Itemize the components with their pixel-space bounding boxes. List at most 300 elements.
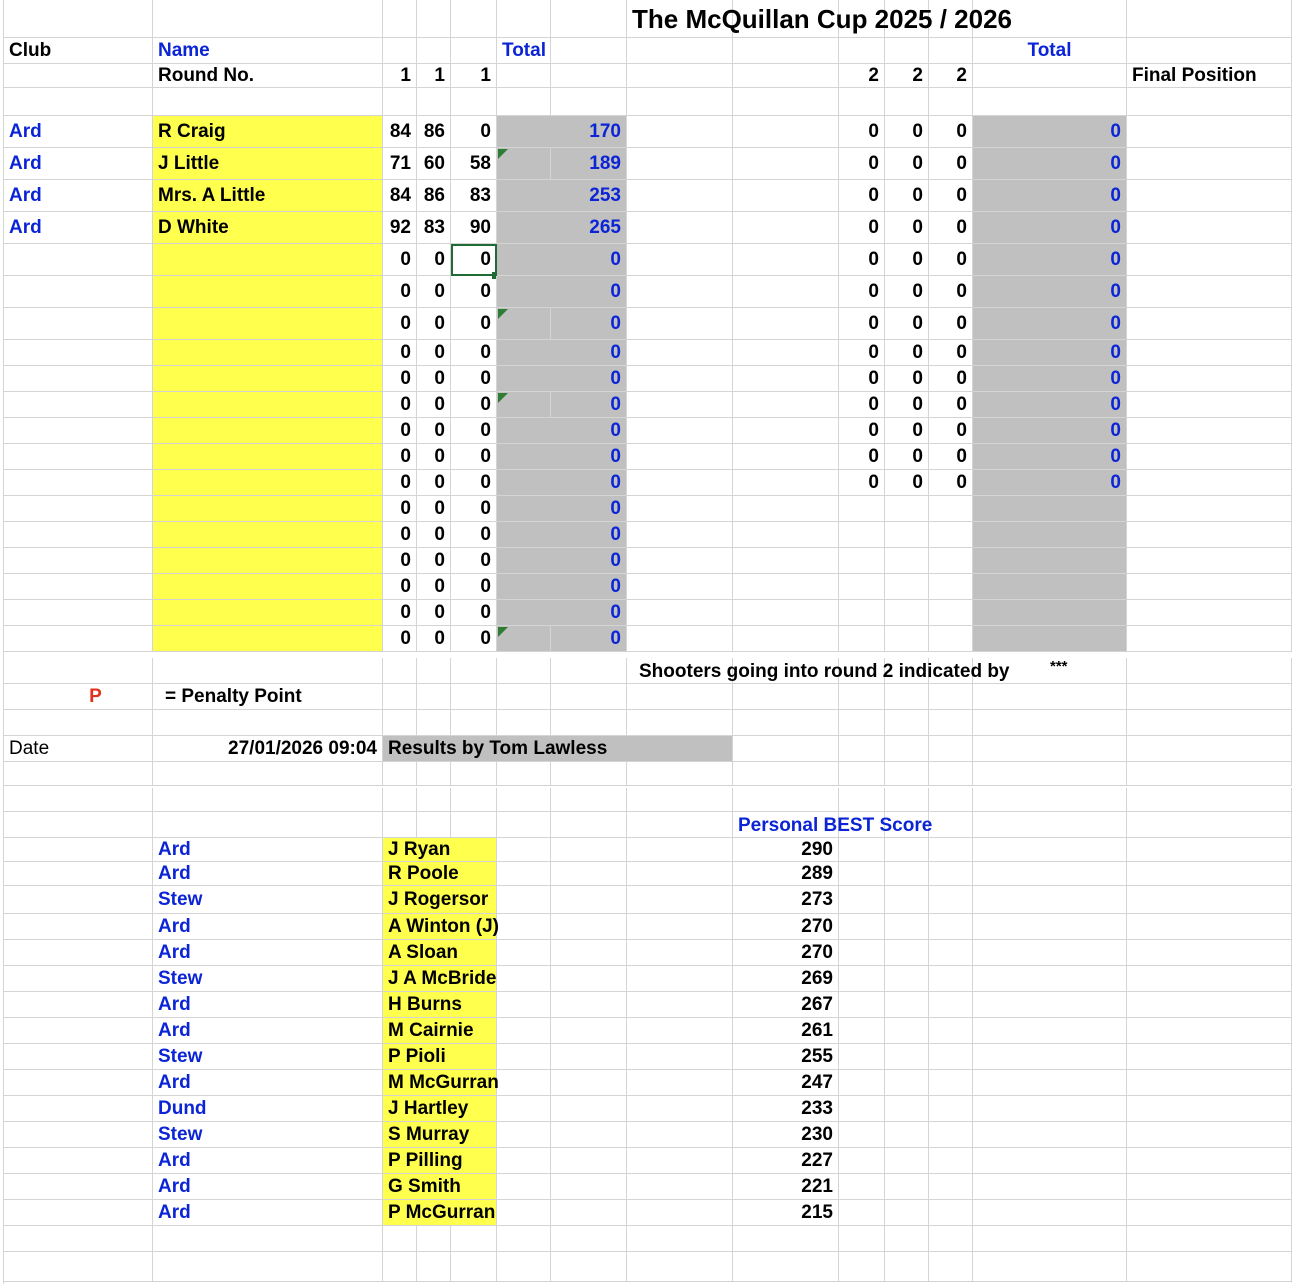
round1-score-cell[interactable]: 0 [451,418,497,444]
round2-score-cell[interactable]: 0 [885,392,929,418]
round1-score-cell[interactable]: 0 [451,522,497,548]
name-cell[interactable]: D White [153,212,383,244]
empty-cell[interactable] [929,862,973,886]
empty-cell[interactable] [627,862,733,886]
round1-score-cell[interactable]: 0 [383,522,417,548]
penalty-symbol[interactable]: P [4,684,153,710]
empty-cell[interactable] [4,1226,153,1252]
final-position-cell[interactable] [1127,366,1292,392]
total1-cell[interactable]: 0 [551,496,627,522]
empty-cell[interactable] [417,762,451,786]
empty-cell[interactable] [497,862,551,886]
round1-score-cell[interactable]: 84 [383,116,417,148]
total1-cell[interactable]: 0 [551,470,627,496]
empty-cell[interactable] [973,812,1127,838]
empty-cell[interactable] [1127,940,1292,966]
empty-cell[interactable] [929,992,973,1018]
empty-cell[interactable] [1127,1122,1292,1148]
round1-score-cell[interactable]: 0 [383,600,417,626]
round1-score-cell[interactable]: 0 [417,574,451,600]
empty-cell[interactable] [497,1070,551,1096]
round1-score-cell[interactable]: 0 [383,548,417,574]
empty-cell[interactable] [839,736,885,762]
pb-score-cell[interactable]: 261 [733,1018,839,1044]
empty-cell[interactable] [551,838,627,862]
empty-cell[interactable] [451,788,497,812]
empty-cell[interactable] [929,1252,973,1282]
empty-cell[interactable] [885,940,929,966]
empty-cell[interactable] [417,0,451,38]
total2-cell[interactable] [973,626,1127,652]
empty-cell[interactable] [733,496,839,522]
empty-cell[interactable] [497,1174,551,1200]
total1-cell[interactable]: 0 [551,392,627,418]
empty-cell[interactable] [929,762,973,786]
empty-cell[interactable] [733,366,839,392]
empty-cell[interactable] [885,88,929,116]
empty-cell[interactable] [929,1096,973,1122]
empty-cell[interactable] [4,1200,153,1226]
round2-score-cell[interactable]: 0 [885,470,929,496]
empty-cell[interactable] [839,1252,885,1282]
empty-cell[interactable] [973,1148,1127,1174]
empty-cell[interactable] [929,1044,973,1070]
empty-cell[interactable] [627,1226,733,1252]
club-cell[interactable] [4,626,153,652]
club-cell[interactable]: Ard [4,180,153,212]
final-position-cell[interactable] [1127,340,1292,366]
empty-cell[interactable] [733,574,839,600]
pb-score-cell[interactable]: 273 [733,886,839,914]
total2-cell[interactable]: 0 [973,244,1127,276]
empty-cell[interactable] [4,710,153,736]
empty-cell[interactable] [885,1200,929,1226]
empty-cell[interactable] [627,212,733,244]
empty-cell[interactable] [733,244,839,276]
empty-cell[interactable] [973,788,1127,812]
empty-cell[interactable] [885,1174,929,1200]
empty-cell[interactable] [417,710,451,736]
empty-cell[interactable] [4,992,153,1018]
name-cell[interactable] [153,244,383,276]
empty-cell[interactable] [1127,838,1292,862]
total2-cell[interactable]: 0 [973,276,1127,308]
empty-cell[interactable] [839,1096,885,1122]
round2-score-cell[interactable]: 0 [929,470,973,496]
round2-score-cell[interactable] [929,574,973,600]
empty-cell[interactable] [973,684,1127,710]
empty-cell[interactable] [4,1044,153,1070]
empty-cell[interactable] [1127,684,1292,710]
empty-cell[interactable] [417,1252,451,1282]
comment-marker[interactable] [497,308,551,340]
empty-cell[interactable] [497,762,551,786]
empty-cell[interactable] [1127,1070,1292,1096]
empty-cell[interactable] [4,64,153,88]
empty-cell[interactable] [929,940,973,966]
empty-cell[interactable] [497,64,551,88]
empty-cell[interactable] [929,1018,973,1044]
round2-score-cell[interactable]: 0 [885,212,929,244]
empty-cell[interactable] [839,788,885,812]
empty-cell[interactable] [627,496,733,522]
round2-score-cell[interactable]: 0 [885,444,929,470]
empty-cell[interactable] [4,966,153,992]
gap-cell[interactable] [497,496,551,522]
empty-cell[interactable] [4,886,153,914]
empty-cell[interactable] [733,788,839,812]
round1-score-cell[interactable]: 0 [417,522,451,548]
pb-score-cell[interactable]: 233 [733,1096,839,1122]
round2-score-cell[interactable] [839,574,885,600]
empty-cell[interactable] [383,812,417,838]
empty-cell[interactable] [929,966,973,992]
empty-cell[interactable] [733,1252,839,1282]
empty-cell[interactable] [973,1122,1127,1148]
empty-cell[interactable] [733,308,839,340]
empty-cell[interactable] [929,684,973,710]
pb-club-cell[interactable]: Stew [153,1044,383,1070]
round1-score-cell[interactable]: 0 [451,392,497,418]
total1-cell[interactable]: 0 [551,308,627,340]
empty-cell[interactable] [627,392,733,418]
pb-name-cell[interactable]: J Ryan [383,838,497,862]
total1-cell[interactable]: 170 [551,116,627,148]
empty-cell[interactable] [4,788,153,812]
empty-cell[interactable] [839,886,885,914]
empty-cell[interactable] [839,1200,885,1226]
empty-cell[interactable] [551,1200,627,1226]
empty-cell[interactable] [885,1252,929,1282]
empty-cell[interactable] [4,1070,153,1096]
empty-cell[interactable] [627,1096,733,1122]
total2-cell[interactable]: 0 [973,308,1127,340]
pb-score-cell[interactable]: 267 [733,992,839,1018]
empty-cell[interactable] [885,862,929,886]
empty-cell[interactable] [1127,812,1292,838]
total2-cell[interactable]: 0 [973,392,1127,418]
round2-score-cell[interactable]: 0 [839,340,885,366]
header-round-no[interactable]: Round No. [153,64,383,88]
club-cell[interactable]: Ard [4,148,153,180]
round2-score-cell[interactable]: 0 [885,244,929,276]
empty-cell[interactable] [627,1044,733,1070]
empty-cell[interactable] [627,64,733,88]
empty-cell[interactable] [973,88,1127,116]
empty-cell[interactable] [973,762,1127,786]
empty-cell[interactable] [551,64,627,88]
round1-score-cell[interactable]: 60 [417,148,451,180]
name-cell[interactable] [153,496,383,522]
pb-club-cell[interactable]: Stew [153,886,383,914]
round2-score-cell[interactable]: 0 [885,276,929,308]
empty-cell[interactable] [383,710,417,736]
total2-cell[interactable]: 0 [973,180,1127,212]
comment-marker[interactable] [497,392,551,418]
round1-score-cell[interactable]: 0 [383,392,417,418]
empty-cell[interactable] [885,710,929,736]
empty-cell[interactable] [627,180,733,212]
empty-cell[interactable] [929,788,973,812]
round1-score-cell[interactable]: 86 [417,180,451,212]
club-cell[interactable] [4,444,153,470]
header-final-position[interactable]: Final Position [1127,64,1292,88]
header-name[interactable]: Name [153,38,383,64]
total2-cell[interactable] [973,600,1127,626]
final-position-cell[interactable] [1127,212,1292,244]
empty-cell[interactable] [733,38,839,64]
empty-cell[interactable] [627,1070,733,1096]
round2-score-cell[interactable] [885,522,929,548]
empty-cell[interactable] [733,444,839,470]
total2-cell[interactable] [973,496,1127,522]
pb-club-cell[interactable]: Ard [153,838,383,862]
empty-cell[interactable] [497,838,551,862]
empty-cell[interactable] [839,838,885,862]
final-position-cell[interactable] [1127,522,1292,548]
empty-cell[interactable] [733,626,839,652]
round2-col-header[interactable]: 2 [839,64,885,88]
empty-cell[interactable] [627,276,733,308]
empty-cell[interactable] [551,812,627,838]
empty-cell[interactable] [153,0,383,38]
empty-cell[interactable] [153,788,383,812]
total1-cell[interactable]: 0 [551,244,627,276]
empty-cell[interactable] [551,862,627,886]
pb-name-cell[interactable]: P McGurran [383,1200,497,1226]
final-position-cell[interactable] [1127,600,1292,626]
empty-cell[interactable] [627,940,733,966]
round2-score-cell[interactable]: 0 [839,366,885,392]
pb-score-cell[interactable]: 269 [733,966,839,992]
pb-club-cell[interactable]: Ard [153,1018,383,1044]
pb-score-cell[interactable]: 270 [733,914,839,940]
total2-cell[interactable] [973,574,1127,600]
empty-cell[interactable] [551,992,627,1018]
round1-score-cell[interactable]: 0 [417,548,451,574]
gap-cell[interactable] [497,444,551,470]
empty-cell[interactable] [733,340,839,366]
empty-cell[interactable] [4,914,153,940]
round1-score-cell[interactable]: 90 [451,212,497,244]
round2-score-cell[interactable]: 0 [839,212,885,244]
round1-score-cell[interactable]: 0 [451,308,497,340]
empty-cell[interactable] [551,710,627,736]
name-cell[interactable]: Mrs. A Little [153,180,383,212]
empty-cell[interactable] [733,522,839,548]
total1-cell[interactable]: 0 [551,574,627,600]
empty-cell[interactable] [973,1174,1127,1200]
round2-score-cell[interactable]: 0 [929,340,973,366]
empty-cell[interactable] [973,838,1127,862]
empty-cell[interactable] [551,1174,627,1200]
round1-score-cell[interactable]: 0 [383,366,417,392]
round1-score-cell[interactable]: 0 [451,470,497,496]
pb-club-cell[interactable]: Ard [153,914,383,940]
total2-cell[interactable]: 0 [973,212,1127,244]
name-cell[interactable] [153,366,383,392]
club-cell[interactable] [4,276,153,308]
empty-cell[interactable] [383,658,417,684]
empty-cell[interactable] [1127,1174,1292,1200]
round1-score-cell[interactable]: 0 [383,470,417,496]
empty-cell[interactable] [627,308,733,340]
empty-cell[interactable] [4,838,153,862]
empty-cell[interactable] [451,762,497,786]
empty-cell[interactable] [973,1096,1127,1122]
round1-score-cell[interactable]: 0 [417,496,451,522]
total1-cell[interactable]: 189 [551,148,627,180]
pb-club-cell[interactable]: Ard [153,1148,383,1174]
pb-name-cell[interactable]: S Murray [383,1122,497,1148]
empty-cell[interactable] [627,684,733,710]
empty-cell[interactable] [627,626,733,652]
empty-cell[interactable] [733,88,839,116]
round2-col-header[interactable]: 2 [929,64,973,88]
empty-cell[interactable] [451,658,497,684]
empty-cell[interactable] [733,736,839,762]
empty-cell[interactable] [627,470,733,496]
empty-cell[interactable] [1127,88,1292,116]
empty-cell[interactable] [885,1018,929,1044]
empty-cell[interactable] [551,658,627,684]
club-cell[interactable] [4,392,153,418]
club-cell[interactable] [4,470,153,496]
gap-cell[interactable] [497,418,551,444]
round2-score-cell[interactable]: 0 [885,418,929,444]
empty-cell[interactable] [885,38,929,64]
empty-cell[interactable] [1127,1148,1292,1174]
date-label[interactable]: Date [4,736,153,762]
empty-cell[interactable] [497,940,551,966]
empty-cell[interactable] [973,1226,1127,1252]
empty-cell[interactable] [551,1096,627,1122]
empty-cell[interactable] [733,710,839,736]
pb-club-cell[interactable]: Ard [153,940,383,966]
name-cell[interactable]: J Little [153,148,383,180]
round1-score-cell[interactable]: 0 [451,366,497,392]
gap-cell[interactable] [497,600,551,626]
empty-cell[interactable] [551,914,627,940]
round2-score-cell[interactable] [929,496,973,522]
empty-cell[interactable] [497,0,551,38]
empty-cell[interactable] [929,838,973,862]
round1-score-cell[interactable]: 0 [417,366,451,392]
empty-cell[interactable] [929,1200,973,1226]
gap-cell[interactable] [497,366,551,392]
empty-cell[interactable] [929,710,973,736]
final-position-cell[interactable] [1127,496,1292,522]
empty-cell[interactable] [1127,992,1292,1018]
total1-cell[interactable]: 0 [551,626,627,652]
pb-club-cell[interactable]: Stew [153,966,383,992]
penalty-text[interactable]: = Penalty Point [153,684,383,710]
empty-cell[interactable] [153,762,383,786]
round2-score-cell[interactable] [929,626,973,652]
empty-cell[interactable] [551,788,627,812]
empty-cell[interactable] [417,788,451,812]
empty-cell[interactable] [839,940,885,966]
empty-cell[interactable] [839,38,885,64]
round1-score-cell[interactable]: 0 [417,626,451,652]
pb-club-cell[interactable]: Ard [153,1174,383,1200]
empty-cell[interactable] [551,1148,627,1174]
empty-cell[interactable] [733,148,839,180]
round2-score-cell[interactable]: 0 [929,116,973,148]
empty-cell[interactable] [885,914,929,940]
pb-score-cell[interactable]: 290 [733,838,839,862]
empty-cell[interactable] [839,710,885,736]
empty-cell[interactable] [839,1018,885,1044]
empty-cell[interactable] [551,940,627,966]
empty-cell[interactable] [1127,736,1292,762]
final-position-cell[interactable] [1127,276,1292,308]
empty-cell[interactable] [451,88,497,116]
comment-marker[interactable] [497,148,551,180]
empty-cell[interactable] [627,886,733,914]
empty-cell[interactable] [417,684,451,710]
empty-cell[interactable] [929,1070,973,1096]
header-club[interactable]: Club [4,38,153,64]
empty-cell[interactable] [973,1018,1127,1044]
round1-col-header[interactable]: 1 [417,64,451,88]
empty-cell[interactable] [929,914,973,940]
empty-cell[interactable] [497,1018,551,1044]
total2-cell[interactable]: 0 [973,340,1127,366]
round2-score-cell[interactable]: 0 [885,308,929,340]
empty-cell[interactable] [551,1252,627,1282]
empty-cell[interactable] [383,1226,417,1252]
club-cell[interactable] [4,496,153,522]
empty-cell[interactable] [497,1044,551,1070]
round1-score-cell[interactable]: 0 [417,418,451,444]
pb-club-cell[interactable]: Ard [153,1070,383,1096]
empty-cell[interactable] [627,444,733,470]
total1-cell[interactable]: 253 [551,180,627,212]
empty-cell[interactable] [839,1122,885,1148]
round2-score-cell[interactable] [929,600,973,626]
empty-cell[interactable] [551,88,627,116]
round2-score-cell[interactable] [839,600,885,626]
club-cell[interactable] [4,308,153,340]
gap-cell[interactable] [497,244,551,276]
name-cell[interactable] [153,392,383,418]
empty-cell[interactable] [973,940,1127,966]
round2-score-cell[interactable]: 0 [839,116,885,148]
gap-cell[interactable] [497,548,551,574]
total1-cell[interactable]: 0 [551,418,627,444]
round2-score-cell[interactable] [839,548,885,574]
empty-cell[interactable] [733,762,839,786]
empty-cell[interactable] [497,1226,551,1252]
round2-score-cell[interactable] [885,548,929,574]
round2-score-cell[interactable]: 0 [885,366,929,392]
empty-cell[interactable] [1127,710,1292,736]
club-cell[interactable] [4,522,153,548]
total2-cell[interactable]: 0 [973,444,1127,470]
empty-cell[interactable] [497,658,551,684]
empty-cell[interactable] [417,1226,451,1252]
round1-score-cell[interactable]: 0 [417,444,451,470]
empty-cell[interactable] [4,0,153,38]
results-by[interactable]: Results by Tom Lawless [383,736,733,762]
empty-cell[interactable] [733,470,839,496]
empty-cell[interactable] [153,1226,383,1252]
empty-cell[interactable] [451,710,497,736]
empty-cell[interactable] [451,0,497,38]
empty-cell[interactable] [973,1070,1127,1096]
date-value[interactable]: 27/01/2026 09:04 [153,736,383,762]
